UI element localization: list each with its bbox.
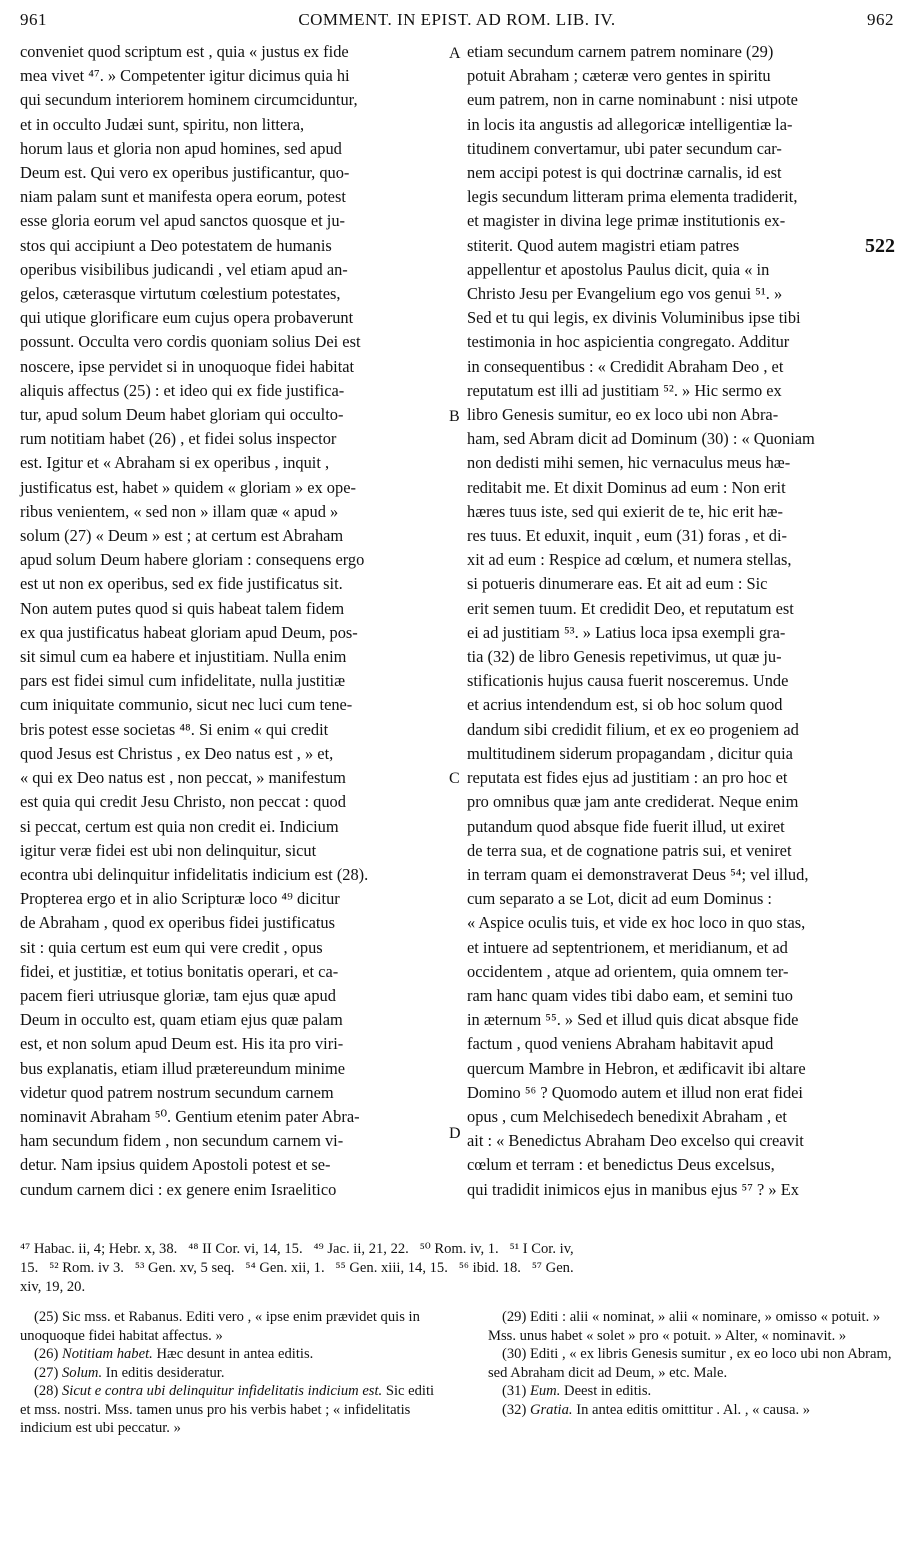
text-line: stificationis hujus causa fuerit nosceremus. Unde	[467, 671, 789, 691]
text-line: etiam secundum carnem patrem nominare (29)	[467, 42, 774, 61]
text-line: quercum Mambre in Hebron, et ædificavit ibi altare	[467, 1058, 806, 1078]
text-line: est quia qui credit Jesu Christo, non peccat : quod	[20, 792, 346, 812]
footnote-number: (25)	[34, 1309, 62, 1325]
text-line: econtra ubi delinquitur infidelitatis indicium est (28).	[20, 864, 369, 884]
page-number-right: 962	[867, 10, 894, 29]
text-line: non dedisti mihi semen, hic vernaculus meus hæ-	[467, 453, 791, 473]
text-line: legis secundum litteram prima elementa tradiderit,	[467, 187, 798, 207]
text-line: factum , quod veniens Abraham habitavit apud	[467, 1034, 774, 1054]
text-line: appellentur et apostolus Paulus dicit, quia « in	[467, 259, 770, 279]
text-line: sit simul cum ea habere et injustitiam. Nulla enim	[20, 647, 347, 667]
footnote-text: Deest in editis.	[564, 1383, 652, 1399]
text-line: ham, sed Abram dicit ad Dominum (30) : « Quoniam	[467, 429, 815, 449]
footnote-lemma: Solum.	[61, 1364, 103, 1381]
reference-line: 15. ⁵² Rom. iv 3. ⁵³ Gen. xv, 5 seq. ⁵⁴ Gen. xii, 1. ⁵⁵ Gen. xiii, 14, 15. ⁵⁶ ibid. 18. ⁵⁷ Gen.	[20, 1260, 574, 1276]
footnote-lemma: Gratia.	[529, 1401, 573, 1418]
footnote-number: (26)	[34, 1346, 62, 1362]
text-line: putandum quod absque fide fuerit illud, ut exiret	[467, 816, 785, 836]
text-line: Deum in occulto est, quam etiam ejus quæ palam	[20, 1010, 343, 1030]
text-line: nem accipi potest is qui doctrinæ carnalis, id est	[467, 163, 782, 183]
text-line: potuit Abraham ; cæteræ vero gentes in spiritu	[467, 66, 771, 86]
text-line: reputata est fides ejus ad justitiam : an pro hoc et	[467, 768, 788, 788]
footnote-text: In antea editis omittitur . Al. , « causa. »	[576, 1401, 811, 1418]
text-line: cundum carnem dici : ex genere enim Israelitico	[20, 1179, 337, 1199]
text-line: in consequentibus : « Credidit Abraham Deo , et	[467, 356, 784, 376]
text-line: gelos, cæterasque virtutum cœlestium potestates,	[20, 284, 341, 304]
text-line: rum notitiam habet (26) , et fidei solus inspector	[20, 429, 337, 449]
text-line: pars est fidei simul cum infidelitate, nulla justitiæ	[20, 671, 346, 691]
text-line: sit : quia certum est eum qui vere credit , opus	[20, 937, 323, 957]
text-line: in terram quam ei demonstraverat Deus ⁵⁴; vel illud,	[467, 864, 809, 884]
text-line: stos qui accipiunt a Deo potestatem de humanis	[20, 235, 332, 255]
text-line: tur, apud solum Deum habet gloriam qui occulto-	[20, 405, 344, 425]
text-line: ait : « Benedictus Abraham Deo excelso qui creavit	[467, 1131, 804, 1151]
text-line: conveniet quod scriptum est , quia « justus ex fide	[20, 42, 349, 61]
margin-marker-b: B	[449, 408, 460, 425]
footnote-number: (31)	[502, 1383, 530, 1399]
footnote-number: (28)	[34, 1383, 62, 1399]
text-line: bris potest esse societas ⁴⁸. Si enim « qui credit	[20, 719, 329, 739]
footnote-number: (32)	[502, 1401, 530, 1418]
footnote-lemma: Sicut e contra ubi delinquitur infidelitatis indicium est.	[61, 1383, 383, 1399]
text-line: pacem fieri utriusque gloriæ, tam ejus quæ apud	[20, 985, 336, 1005]
footnote-lemma: Eum.	[529, 1383, 561, 1399]
text-line: cœlum et terram : et benedictus Deus excelsus,	[467, 1155, 775, 1175]
text-line: erit semen tuum. Et credidit Deo, et reputatum est	[467, 598, 794, 618]
footnote-text: In editis desideratur.	[105, 1364, 225, 1381]
text-line: qui secundum interiorem hominem circumciduntur,	[20, 90, 358, 110]
text-line: ex qua justificatus habeat gloriam apud Deum, pos-	[20, 622, 358, 642]
text-line: possunt. Occulta vero cordis quoniam solius Dei est	[20, 332, 361, 352]
footnote	[20, 1308, 448, 1345]
text-line: Deum est. Qui vero ex operibus justificantur, quo-	[20, 163, 350, 183]
text-line: aliquis affectus (25) : et ideo qui ex fide justifica-	[20, 380, 345, 400]
text-line: Christo Jesu per Evangelium ego vos genui ⁵¹. »	[467, 284, 783, 304]
scripture-references	[20, 1240, 895, 1297]
footnote-number: (29)	[502, 1309, 530, 1325]
text-line: est, et non solum apud Deum est. His ita pro viri-	[20, 1034, 344, 1054]
running-header	[20, 10, 894, 36]
footnote-text: Editi , « ex libris Genesis sumitur , ex eo loco ubi non Abram, sed Abraham dicit ad Deum, » etc. Male.	[488, 1346, 892, 1381]
column-number-marker: 522	[865, 234, 895, 257]
text-line: qui utique glorificare eum cujus opera probaverunt	[20, 308, 354, 328]
text-line: xit ad eum : Respice ad cœlum, et numera stellas,	[467, 550, 792, 570]
text-line: cum separato a se Lot, dicit ad eum Dominus :	[467, 889, 772, 909]
text-line: reditabit me. Et dixit Dominus ad eum : Non erit	[467, 477, 786, 497]
text-line: de terra sua, et de cognatione patris sui, et veniret	[467, 840, 792, 860]
text-line: noscere, ipse pervidet si in unoquoque fidei habitat	[20, 356, 355, 376]
footnote-text: Editi : alii « nominat, » alii « nominare, » omisso « potuit. » Mss. unus habet « solet » pro « potuit. » Alter, « nominavit. »	[488, 1309, 881, 1344]
text-line: tia (32) de libro Genesis repetivimus, ut quæ ju-	[467, 647, 782, 667]
text-line: multitudinem siderum propagandam , dicitur quia	[467, 743, 793, 763]
text-line: solum (27) « Deum » est ; at certum est Abraham	[20, 526, 344, 546]
text-line: Sed et tu qui legis, ex divinis Voluminibus ipse tibi	[467, 308, 801, 328]
text-line: fidei, et justitiæ, et totius bonitatis operari, et ca-	[20, 961, 339, 981]
text-line: et intuere ad septentrionem, et meridianum, et ad	[467, 937, 788, 957]
text-line: horum laus et gloria non apud homines, sed apud	[20, 138, 342, 158]
footnote	[488, 1308, 893, 1345]
footnote	[488, 1401, 893, 1420]
text-line: opus , cum Melchisedech benedixit Abraham , et	[467, 1106, 787, 1126]
text-line: testimonia in hoc aspicientia congregato. Additur	[467, 332, 790, 352]
footnote-number: (30)	[502, 1346, 530, 1362]
text-line: detur. Nam ipsius quidem Apostoli potest et se-	[20, 1155, 331, 1175]
text-line: Propterea ergo et in alio Scripturæ loco ⁴⁹ dicitur	[20, 889, 340, 909]
footnotes-right	[488, 1308, 893, 1419]
text-line: 522 stiterit. Quod autem magistri etiam patres	[467, 234, 895, 257]
text-line: Domino ⁵⁶ ? Quomodo autem et illud non erat fidei	[467, 1082, 803, 1102]
text-line: et in occulto Judæi sunt, spiritu, non littera,	[20, 114, 305, 134]
text-line: in locis ita angustis ad allegoricæ intelligentiæ la-	[467, 114, 793, 134]
text-line: esse gloria eorum vel apud sanctos quosque et ju-	[20, 211, 345, 231]
text-line: qui tradidit inimicos ejus in manibus ejus ⁵⁷ ? » Ex	[467, 1179, 799, 1199]
text-line: mea vivet ⁴⁷. » Competenter igitur dicimus quia hi	[20, 66, 350, 86]
text-line: si peccat, certum est quia non credit ei. Indicium	[20, 816, 339, 836]
footnote-lemma: Notitiam habet.	[61, 1346, 153, 1362]
footnote-text: Sic editi et mss. nostri. Mss. tamen unus pro his verbis habet ; « infidelitatis indicium est ubi peccatur. »	[20, 1383, 435, 1436]
text-line: ei ad justitiam ⁵³. » Latius loca ipsa exempli gra-	[467, 622, 786, 642]
text-line: pro omnibus quæ jam ante crediderat. Neque enim	[467, 792, 799, 812]
reference-line: ⁴⁷ Habac. ii, 4; Hebr. x, 38. ⁴⁸ II Cor. vi, 14, 15. ⁴⁹ Jac. ii, 21, 22. ⁵⁰ Rom. iv, 1. ⁵¹ I Cor. iv,	[20, 1241, 574, 1257]
footnote	[488, 1382, 893, 1401]
page-number-left: 961	[20, 10, 47, 29]
text-line: quod Jesus est Christus , ex Deo natus est , » et,	[20, 743, 334, 763]
text-line: dandum sibi credidit filium, et ex eo progeniem ad	[467, 719, 799, 739]
text-line: « Aspice oculis tuis, et vide ex hoc loco in quo stas,	[467, 913, 806, 933]
footnote-text: Hæc desunt in antea editis.	[156, 1346, 314, 1362]
text-line: si potueris dinumerare eas. Et ait ad eum : Sic	[467, 574, 768, 594]
text-line: occidentem , atque ad orientem, quia omnem ter-	[467, 961, 789, 981]
text-line: res tuus. Et eduxit, inquit , eum (31) foras , et di-	[467, 526, 788, 546]
text-line: cum iniquitate communio, sicut nec luci cum tene-	[20, 695, 353, 715]
margin-marker-a: A	[449, 45, 461, 62]
reference-line: xiv, 19, 20.	[20, 1279, 86, 1295]
text-line: et acrius intendendum est, si ob hoc solum quod	[467, 695, 783, 715]
text-line: « qui ex Deo natus est , non peccat, » manifestum	[20, 768, 346, 788]
text-line: hæres tuus iste, sed qui exierit de te, hic erit hæ-	[467, 501, 783, 521]
text-line: est ut non ex operibus, sed ex fide justificatus sit.	[20, 574, 343, 594]
text-line: bus explanatis, etiam illud prætereundum minime	[20, 1058, 346, 1078]
text-line: Non autem putes quod si quis habeat talem fidem	[20, 598, 345, 618]
text-line: titudinem convertamur, ubi pater secundum car-	[467, 138, 782, 158]
text-line: justificatus est, habet » quidem « gloriam » ex ope-	[20, 477, 356, 497]
footnote	[20, 1382, 448, 1438]
text-line: de Abraham , quod ex operibus fidei justificatus	[20, 913, 335, 933]
text-line: ribus venientem, « sed non » illam quæ « apud »	[20, 501, 339, 521]
text-line: ram hanc quam vides tibi dabo eam, et semini tuo	[467, 985, 793, 1005]
footnote-text: Sic mss. et Rabanus. Editi vero , « ipse enim prævidet quis in unoquoque fidei habitat affectus. »	[20, 1309, 420, 1344]
text-line: et magister in divina lege primæ institutionis ex-	[467, 211, 786, 231]
text-line: reputatum est illi ad justitiam ⁵². » Hic sermo ex	[467, 380, 782, 400]
margin-marker-d: D	[449, 1125, 461, 1142]
footnote-number: (27)	[34, 1364, 62, 1381]
footnote	[488, 1345, 893, 1382]
text-line: eum patrem, non in carne nominabunt : nisi utpote	[467, 90, 798, 110]
footnote	[20, 1364, 448, 1383]
left-column	[20, 40, 448, 1202]
text-line: ham secundum fidem , non secundum carnem vi-	[20, 1131, 344, 1151]
text-line: libro Genesis sumitur, eo ex loco ubi non Abra-	[467, 405, 779, 425]
text-line: in æternum ⁵⁵. » Sed et illud quis dicat absque fide	[467, 1010, 799, 1030]
text-line: videtur quod patrem nostrum secundum carnem	[20, 1082, 334, 1102]
right-column	[467, 40, 895, 1202]
text-line: operibus visibilibus judicandi , vel etiam apud an-	[20, 259, 348, 279]
running-title: COMMENT. IN EPIST. AD ROM. LIB. IV.	[298, 10, 616, 29]
text-line: niam palam sunt et manifesta opera eorum, potest	[20, 187, 346, 207]
margin-marker-c: C	[449, 770, 460, 787]
text-line: est. Igitur et « Abraham si ex operibus , inquit ,	[20, 453, 330, 473]
text-line: apud solum Deum habere gloriam : consequens ergo	[20, 550, 365, 570]
footnote	[20, 1345, 448, 1364]
text-line: igitur veræ fidei est ubi non delinquitur, sicut	[20, 840, 317, 860]
footnotes-left	[20, 1308, 448, 1438]
text-line: nominavit Abraham ⁵⁰. Gentium etenim pater Abra-	[20, 1106, 360, 1126]
